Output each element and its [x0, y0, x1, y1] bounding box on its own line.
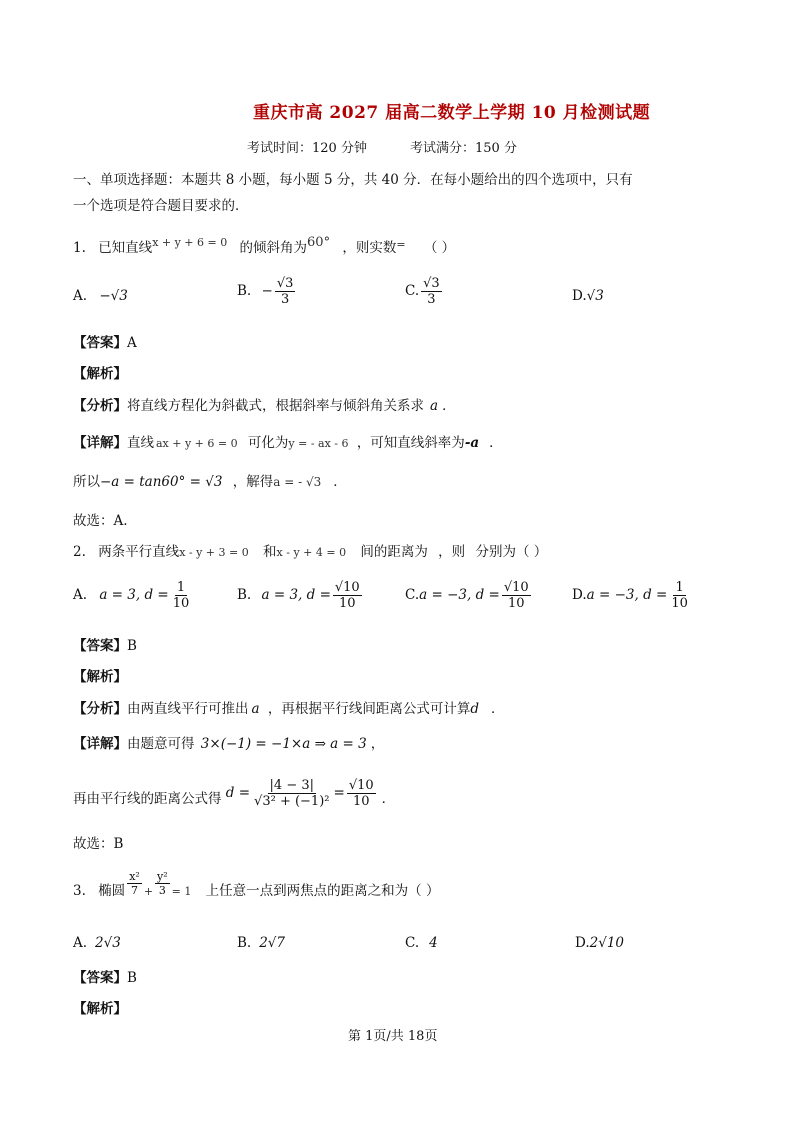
fraction-denominator: 10: [352, 794, 370, 809]
q1-option-b: [237, 276, 297, 307]
option-label: C.: [405, 935, 420, 951]
option-label: D.: [572, 288, 587, 304]
fraction-denominator: 3: [158, 884, 166, 897]
option-value: a = −3, d =: [586, 587, 668, 603]
conclusion-result: a = - √3: [273, 475, 322, 489]
xiangjie-end: ．: [489, 435, 503, 451]
q3-option-d: [575, 933, 624, 953]
question-3: [73, 870, 439, 897]
xiangjie-text: ，可知直线斜率为: [356, 435, 465, 451]
fraction-denominator: 10: [507, 596, 525, 611]
q3-option-b: [237, 933, 285, 953]
xiangjie-tag: 【详解】: [73, 435, 127, 451]
fraction-numerator: √3: [423, 276, 440, 291]
distance-equals: =: [333, 785, 345, 801]
q2-option-a: [73, 580, 193, 611]
q2-equation-2: x - y + 4 = 0: [276, 546, 347, 559]
xiangjie-text: 由题意可得: [127, 736, 195, 752]
q2-equation-1: x - y + 3 = 0: [179, 546, 249, 559]
q3-option-c: [405, 933, 438, 953]
q3-text-2: 上任意一点到两焦点的距离之和为（ ）: [205, 883, 440, 899]
xiangjie-text: 可化为: [247, 435, 289, 451]
fenxi-tag: 【分析】: [73, 398, 127, 414]
option-label: B.: [237, 283, 252, 299]
q3-option-a: [73, 933, 121, 953]
q1-answer: [73, 333, 137, 353]
xiangjie-tag: 【详解】: [73, 736, 127, 752]
distance-result-fraction: [347, 778, 376, 809]
fraction-denominator: 10: [172, 596, 190, 611]
q2-answer: [73, 636, 137, 656]
fraction-numerator: √10: [334, 580, 360, 595]
section-heading-line2: 一个选项是符合题目要求的．: [73, 198, 249, 214]
q2-text-2: 和: [263, 544, 277, 560]
q1-fenxi: [73, 396, 456, 416]
fraction-numerator: √3: [276, 276, 294, 291]
fraction-numerator: x²: [129, 870, 140, 883]
option-value: 2√3: [95, 935, 121, 951]
plus-sign: +: [143, 885, 154, 898]
option-label: A.: [73, 288, 88, 304]
xiangjie-equation: y = - ax - 6: [288, 437, 349, 450]
option-value: −√3: [99, 288, 128, 304]
q1-conclusion: [73, 472, 347, 492]
option-fraction: [669, 580, 690, 611]
q1-option-d: [572, 286, 604, 306]
q1-xiangjie: [73, 433, 503, 454]
option-label: D.: [575, 935, 590, 951]
fraction-denominator: 3: [427, 292, 436, 307]
option-label: A.: [73, 935, 88, 951]
distance-lhs: d =: [225, 785, 251, 801]
option-label: C.: [405, 587, 420, 603]
q1-analysis-tag: 【解析】: [73, 366, 127, 382]
q2-fenxi: [73, 699, 505, 719]
fraction-numerator: |4 − 3|: [269, 778, 314, 793]
question-number: 2.: [73, 544, 86, 560]
q3-analysis-tag: 【解析】: [73, 1001, 127, 1017]
distance-text: 再由平行线的距离公式得: [73, 791, 222, 807]
question-1: [73, 235, 456, 259]
option-value: a = −3, d =: [419, 587, 500, 603]
question-number: 1.: [73, 240, 86, 256]
q1-angle: 60°: [307, 235, 331, 250]
question-number: 3.: [73, 883, 86, 899]
answer-tag: 【答案】: [73, 638, 127, 654]
q1-answer-parens: （ ）: [423, 240, 456, 256]
option-fraction: [275, 276, 296, 307]
question-2: [73, 542, 547, 563]
q2-analysis-tag: 【解析】: [73, 669, 127, 685]
option-fraction: [421, 276, 442, 307]
q2-text-3: 间的距离为: [360, 544, 428, 560]
conclusion-end: ．: [333, 474, 347, 490]
option-label: A.: [73, 587, 88, 603]
q1-equals: =: [396, 238, 406, 251]
xiangjie-equation: 3×(−1) = −1×a ⇒ a = 3: [200, 736, 367, 752]
answer-tag: 【答案】: [73, 335, 127, 351]
option-value: a = 3, d =: [261, 587, 331, 603]
q3-answer: [73, 968, 137, 988]
option-label: C.: [405, 283, 420, 299]
option-label: B.: [237, 587, 252, 603]
q2-text-1: 两条平行直线: [98, 544, 180, 560]
exam-time: 考试时间：120 分钟: [247, 141, 367, 156]
distance-fraction: [252, 778, 331, 809]
ellipse-term-x: [127, 870, 142, 897]
q2-option-d: [572, 580, 692, 611]
fraction-denominator: 10: [339, 596, 356, 611]
fenxi-text: 由两直线平行可推出: [127, 701, 249, 717]
fraction-denominator: 3: [280, 292, 290, 307]
xiangjie-equation: ax + y + 6 = 0: [156, 437, 238, 450]
option-label: B.: [237, 935, 252, 951]
q1-equation: x + y + 6 = 0: [152, 236, 228, 249]
option-label: D.: [572, 587, 587, 603]
option-value: √3: [586, 288, 604, 304]
fraction-denominator: 10: [671, 596, 688, 611]
fenxi-variable: d: [470, 701, 480, 717]
fraction-denominator: 7: [131, 884, 138, 897]
fenxi-variable: a: [430, 398, 439, 414]
q2-xiangjie: [73, 734, 384, 754]
option-fraction: [333, 580, 362, 611]
q1-text-1: 已知直线: [98, 240, 153, 256]
fraction-numerator: √10: [503, 580, 529, 595]
distance-end: ．: [381, 791, 396, 807]
q1-option-a: [73, 286, 128, 306]
option-sign: −: [261, 283, 273, 299]
fenxi-text: ，再根据平行线间距离公式可计算: [267, 701, 471, 717]
q3-text-1: 椭圆: [98, 883, 126, 899]
fraction-numerator: √10: [348, 778, 374, 793]
q1-choice: 故选：A.: [73, 513, 128, 529]
fraction-numerator: y²: [157, 870, 168, 883]
q2-option-c: [405, 580, 533, 611]
option-fraction: [502, 580, 531, 611]
q1-option-c: [405, 276, 444, 307]
section-heading-line1: 一、单项选择题：本题共 8 小题，每小题 5 分，共 40 分．在每小题给出的四个选项中，只有: [73, 172, 633, 188]
q2-choice: 故选：B: [73, 836, 124, 852]
xiangjie-end: ，: [370, 736, 385, 752]
fenxi-tag: 【分析】: [73, 701, 127, 717]
q2-option-b: [237, 580, 364, 611]
conclusion-text: ，解得: [232, 474, 274, 490]
fenxi-end: ．: [491, 701, 505, 717]
option-fraction: [171, 580, 192, 611]
q1-text-2: 的倾斜角为: [239, 240, 308, 256]
ellipse-term-y: [155, 870, 170, 897]
exam-score: 考试满分：150 分: [410, 141, 517, 156]
q2-text-4: ，则: [438, 544, 466, 560]
document-title: 重庆市高 2027 届高二数学上学期 10 月检测试题: [253, 103, 651, 123]
q1-text-3: ，则实数: [342, 240, 397, 256]
answer-value: A: [127, 335, 137, 351]
fraction-denominator: √3² + (−1)²: [254, 794, 330, 809]
answer-tag: 【答案】: [73, 970, 127, 986]
option-value: 4: [429, 935, 438, 951]
fraction-numerator: 1: [675, 580, 684, 595]
option-value: a = 3, d =: [99, 587, 169, 603]
equals-one: = 1: [171, 885, 192, 898]
conclusion-text: 所以: [73, 474, 100, 490]
answer-value: B: [127, 638, 137, 654]
q2-distance: [73, 772, 396, 809]
q2-text-5: 分别为（ ）: [475, 544, 548, 560]
option-value: 2√10: [589, 935, 625, 951]
xiangjie-slope: -a: [464, 435, 480, 451]
option-value: 2√7: [259, 935, 285, 951]
fenxi-text: 将直线方程化为斜截式，根据斜率与倾斜角关系求: [127, 398, 424, 414]
answer-value: B: [127, 970, 137, 986]
fenxi-variable: a: [251, 701, 260, 717]
conclusion-equation: −a = tan60° = √3: [100, 474, 223, 490]
fraction-numerator: 1: [176, 580, 186, 595]
page-footer: 第 1页/共 18页: [348, 1029, 438, 1044]
xiangjie-text: 直线: [127, 435, 154, 451]
fenxi-end: ．: [442, 398, 456, 414]
